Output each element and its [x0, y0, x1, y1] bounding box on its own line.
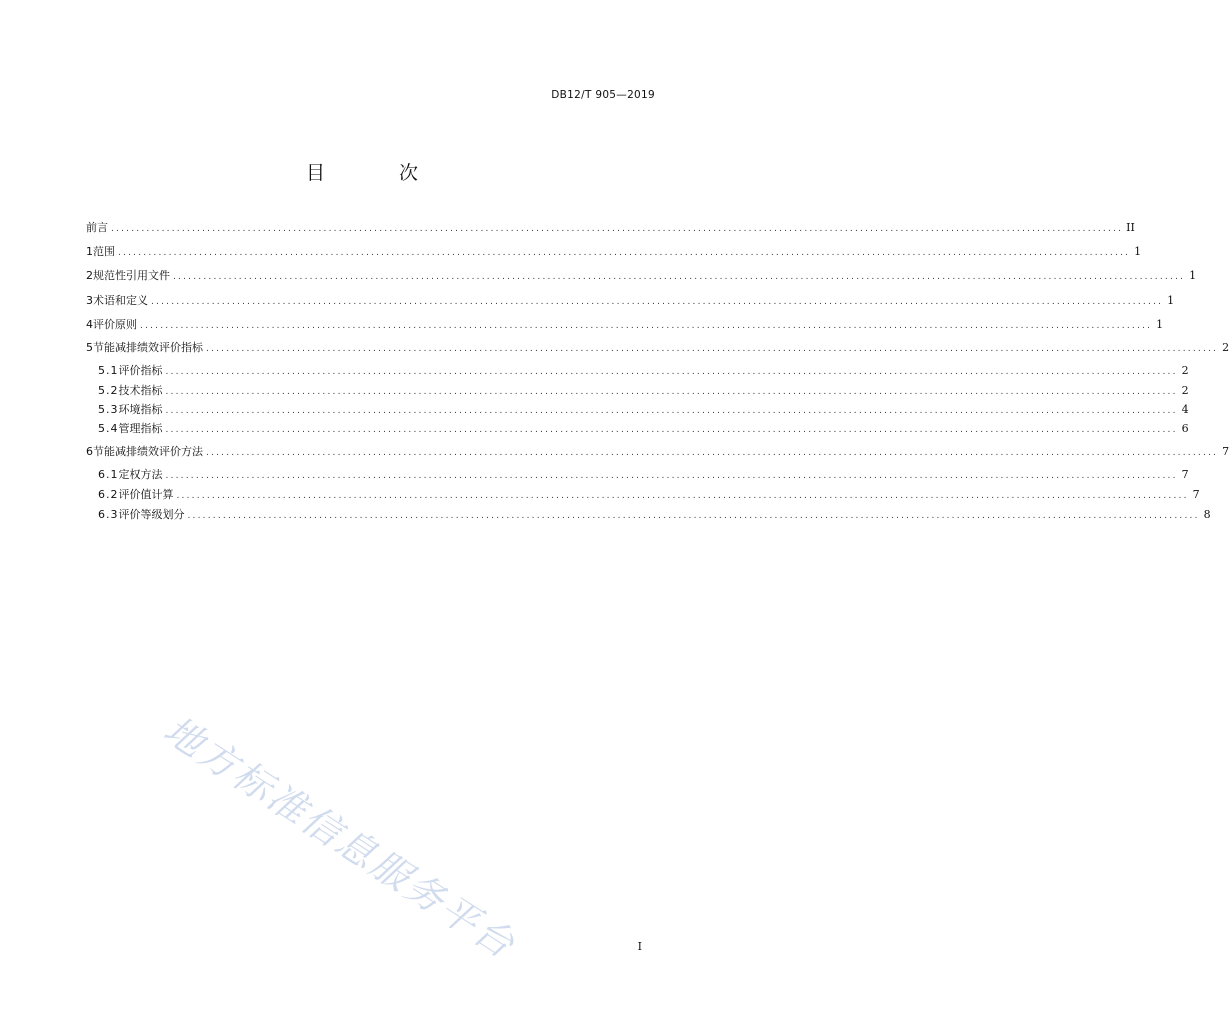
toc-entry-page: 1: [1156, 318, 1164, 331]
toc-entry-number: 5.3: [98, 403, 119, 416]
dot-leader: ........................................................................................................................................................................................................: [165, 425, 1178, 435]
toc-entry[interactable]: [86, 268, 1197, 284]
toc-entry[interactable]: [98, 507, 1211, 523]
dot-leader: ........................................................................................................................................................................................................: [165, 406, 1178, 416]
toc-entry-number: 5: [86, 341, 93, 354]
toc-entry-number: 5.2: [98, 384, 119, 397]
toc-entry-page: II: [1126, 221, 1135, 234]
toc-entry-number: 6: [86, 445, 93, 458]
toc-entry[interactable]: [98, 363, 1189, 379]
dot-leader: ........................................................................................................................................................................................................: [187, 511, 1200, 521]
toc-entry-page: 1: [1167, 294, 1175, 307]
toc-entry-number: 6.1: [98, 468, 119, 481]
toc-entry[interactable]: [86, 244, 1142, 260]
toc-entry-label: 术语和定义: [93, 294, 148, 307]
toc-entry-number: 6.3: [98, 508, 119, 521]
toc-entry-number: 2: [86, 269, 93, 282]
toc-entry-page: 2: [1222, 341, 1229, 354]
toc-entry[interactable]: [86, 317, 1164, 333]
toc-entry-label: 前言: [86, 221, 108, 234]
toc-entry-number: 5.4: [98, 422, 119, 435]
dot-leader: ........................................................................................................................................................................................................: [140, 321, 1153, 331]
toc-entry[interactable]: [98, 487, 1200, 503]
toc-entry-label: 评价等级划分: [118, 508, 185, 521]
dot-leader: ........................................................................................................................................................................................................: [111, 224, 1124, 234]
dot-leader: ........................................................................................................................................................................................................: [173, 272, 1186, 282]
toc-entry-number: 1: [86, 245, 93, 258]
dot-leader: ........................................................................................................................................................................................................: [206, 344, 1219, 354]
toc-entry-number: 5.1: [98, 364, 119, 377]
dot-leader: ........................................................................................................................................................................................................: [206, 448, 1219, 458]
toc-entry-page: 8: [1203, 508, 1211, 521]
toc-entry[interactable]: [86, 444, 1229, 460]
watermark: 地方标准信息服务平台: [156, 707, 524, 968]
toc-entry[interactable]: [98, 467, 1189, 483]
toc-entry-number: 3: [86, 294, 93, 307]
toc-entry-label: 节能减排绩效评价指标: [93, 341, 203, 354]
toc-entry-page: 7: [1192, 488, 1200, 501]
toc-entry-page: 2: [1181, 364, 1189, 377]
toc-entry-page: 7: [1222, 445, 1229, 458]
toc-title: 目 次: [305, 162, 453, 184]
toc-entry-label: 评价原则: [93, 318, 137, 331]
toc-entry-page: 1: [1134, 245, 1142, 258]
toc-entry-page: 6: [1181, 422, 1189, 435]
toc-entry-page: 1: [1189, 269, 1197, 282]
toc-entry-label: 范围: [93, 245, 115, 258]
toc-entry[interactable]: [86, 220, 1135, 236]
toc-entry[interactable]: [98, 383, 1189, 399]
dot-leader: ........................................................................................................................................................................................................: [176, 491, 1189, 501]
toc-entry-page: 2: [1181, 384, 1189, 397]
toc-entry-label: 定权方法: [118, 468, 163, 481]
toc-entry-number: 4: [86, 318, 93, 331]
toc-entry-label: 评价值计算: [118, 488, 174, 501]
toc-entry-label: 规范性引用文件: [93, 269, 170, 282]
toc-entry-label: 评价指标: [118, 364, 163, 377]
standard-code: DB12/T 905—2019: [551, 89, 655, 101]
dot-leader: ........................................................................................................................................................................................................: [118, 248, 1131, 258]
page-number: I: [637, 940, 642, 953]
dot-leader: ........................................................................................................................................................................................................: [165, 367, 1178, 377]
toc-entry-label: 节能减排绩效评价方法: [93, 445, 203, 458]
toc-entry-label: 技术指标: [118, 384, 163, 397]
toc-entry[interactable]: [86, 340, 1229, 356]
toc-entry-number: 6.2: [98, 488, 119, 501]
toc-entry-page: 7: [1181, 468, 1189, 481]
dot-leader: ........................................................................................................................................................................................................: [151, 297, 1164, 307]
toc-entry[interactable]: [98, 421, 1189, 437]
toc-entry-page: 4: [1181, 403, 1189, 416]
dot-leader: ........................................................................................................................................................................................................: [165, 471, 1178, 481]
toc-entry-label: 管理指标: [118, 422, 163, 435]
toc-entry[interactable]: [98, 402, 1189, 418]
toc-entry-label: 环境指标: [118, 403, 163, 416]
toc-entry[interactable]: [86, 293, 1175, 309]
dot-leader: ........................................................................................................................................................................................................: [165, 387, 1178, 397]
